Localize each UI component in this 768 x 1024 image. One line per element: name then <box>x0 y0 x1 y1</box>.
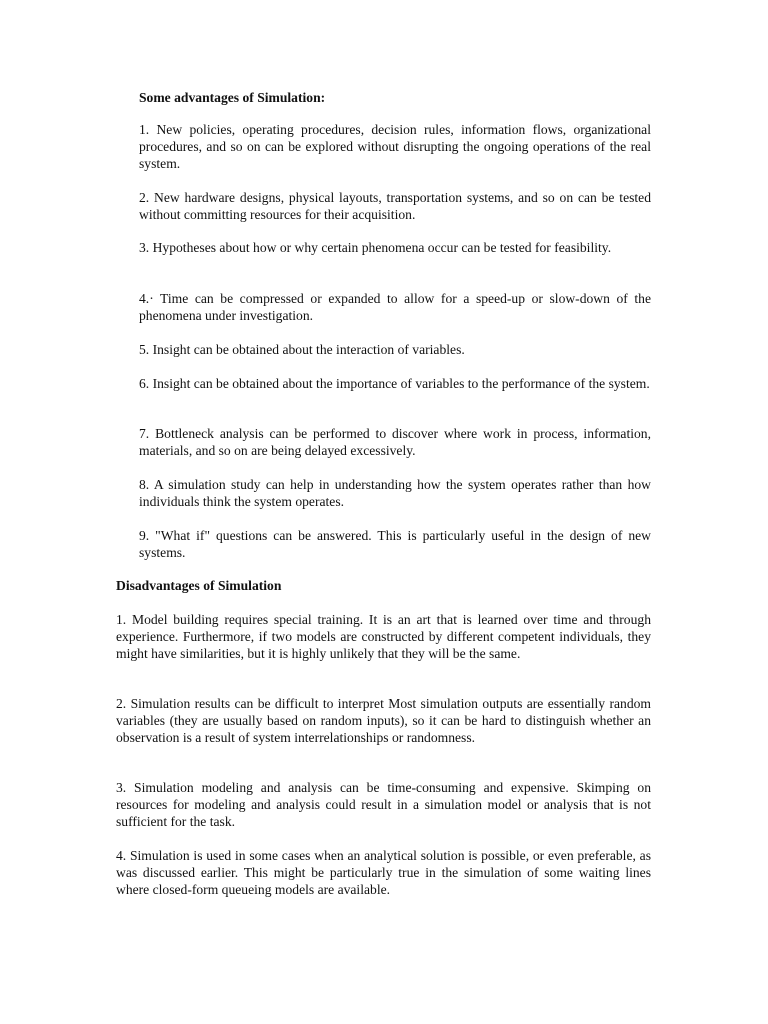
advantage-item-4: 4.· Time can be compressed or expanded to allow for a speed-up or slow-down of the phenomena under investigation. <box>139 291 651 323</box>
advantages-heading: Some advantages of Simulation: <box>139 90 326 105</box>
advantage-item-7: 7. Bottleneck analysis can be performed to discover where work in process, information, materials, and so on are being delayed excessively. <box>139 426 651 458</box>
advantage-item-9: 9. "What if" questions can be answered. This is particularly useful in the design of new systems. <box>139 528 651 560</box>
advantage-item-6: 6. Insight can be obtained about the importance of variables to the performance of the system. <box>139 376 650 391</box>
advantage-item-2: 2. New hardware designs, physical layouts, transportation systems, and so on can be tested without committing resources for their acquisition. <box>139 190 651 222</box>
disadvantage-item-2: 2. Simulation results can be difficult to interpret Most simulation outputs are essentially random variables (they are usually based on random inputs), so it can be hard to distinguish whether an observation is a result of system interrelationships or randomness. <box>116 696 651 745</box>
advantage-item-5: 5. Insight can be obtained about the interaction of variables. <box>139 342 465 357</box>
advantage-item-1: 1. New policies, operating procedures, decision rules, information flows, organizational procedures, and so on can be explored without disrupting the ongoing operations of the real system. <box>139 122 651 171</box>
disadvantages-heading: Disadvantages of Simulation <box>116 578 282 593</box>
disadvantage-item-4: 4. Simulation is used in some cases when an analytical solution is possible, or even preferable, as was discussed earlier. This might be particularly true in the simulation of some waiting lines where closed-form queueing models are available. <box>116 848 651 897</box>
advantage-item-8: 8. A simulation study can help in understanding how the system operates rather than how individuals think the system operates. <box>139 477 651 509</box>
disadvantage-item-1: 1. Model building requires special training. It is an art that is learned over time and through experience. Furthermore, if two models are constructed by different competent individuals, they might have similarities, but it is highly unlikely that they will be the same. <box>116 612 651 661</box>
advantage-item-3: 3. Hypotheses about how or why certain phenomena occur can be tested for feasibility. <box>139 240 612 255</box>
disadvantage-item-3: 3. Simulation modeling and analysis can be time-consuming and expensive. Skimping on resources for modeling and analysis could result in a simulation model or analysis that is not sufficient for the task. <box>116 780 651 829</box>
